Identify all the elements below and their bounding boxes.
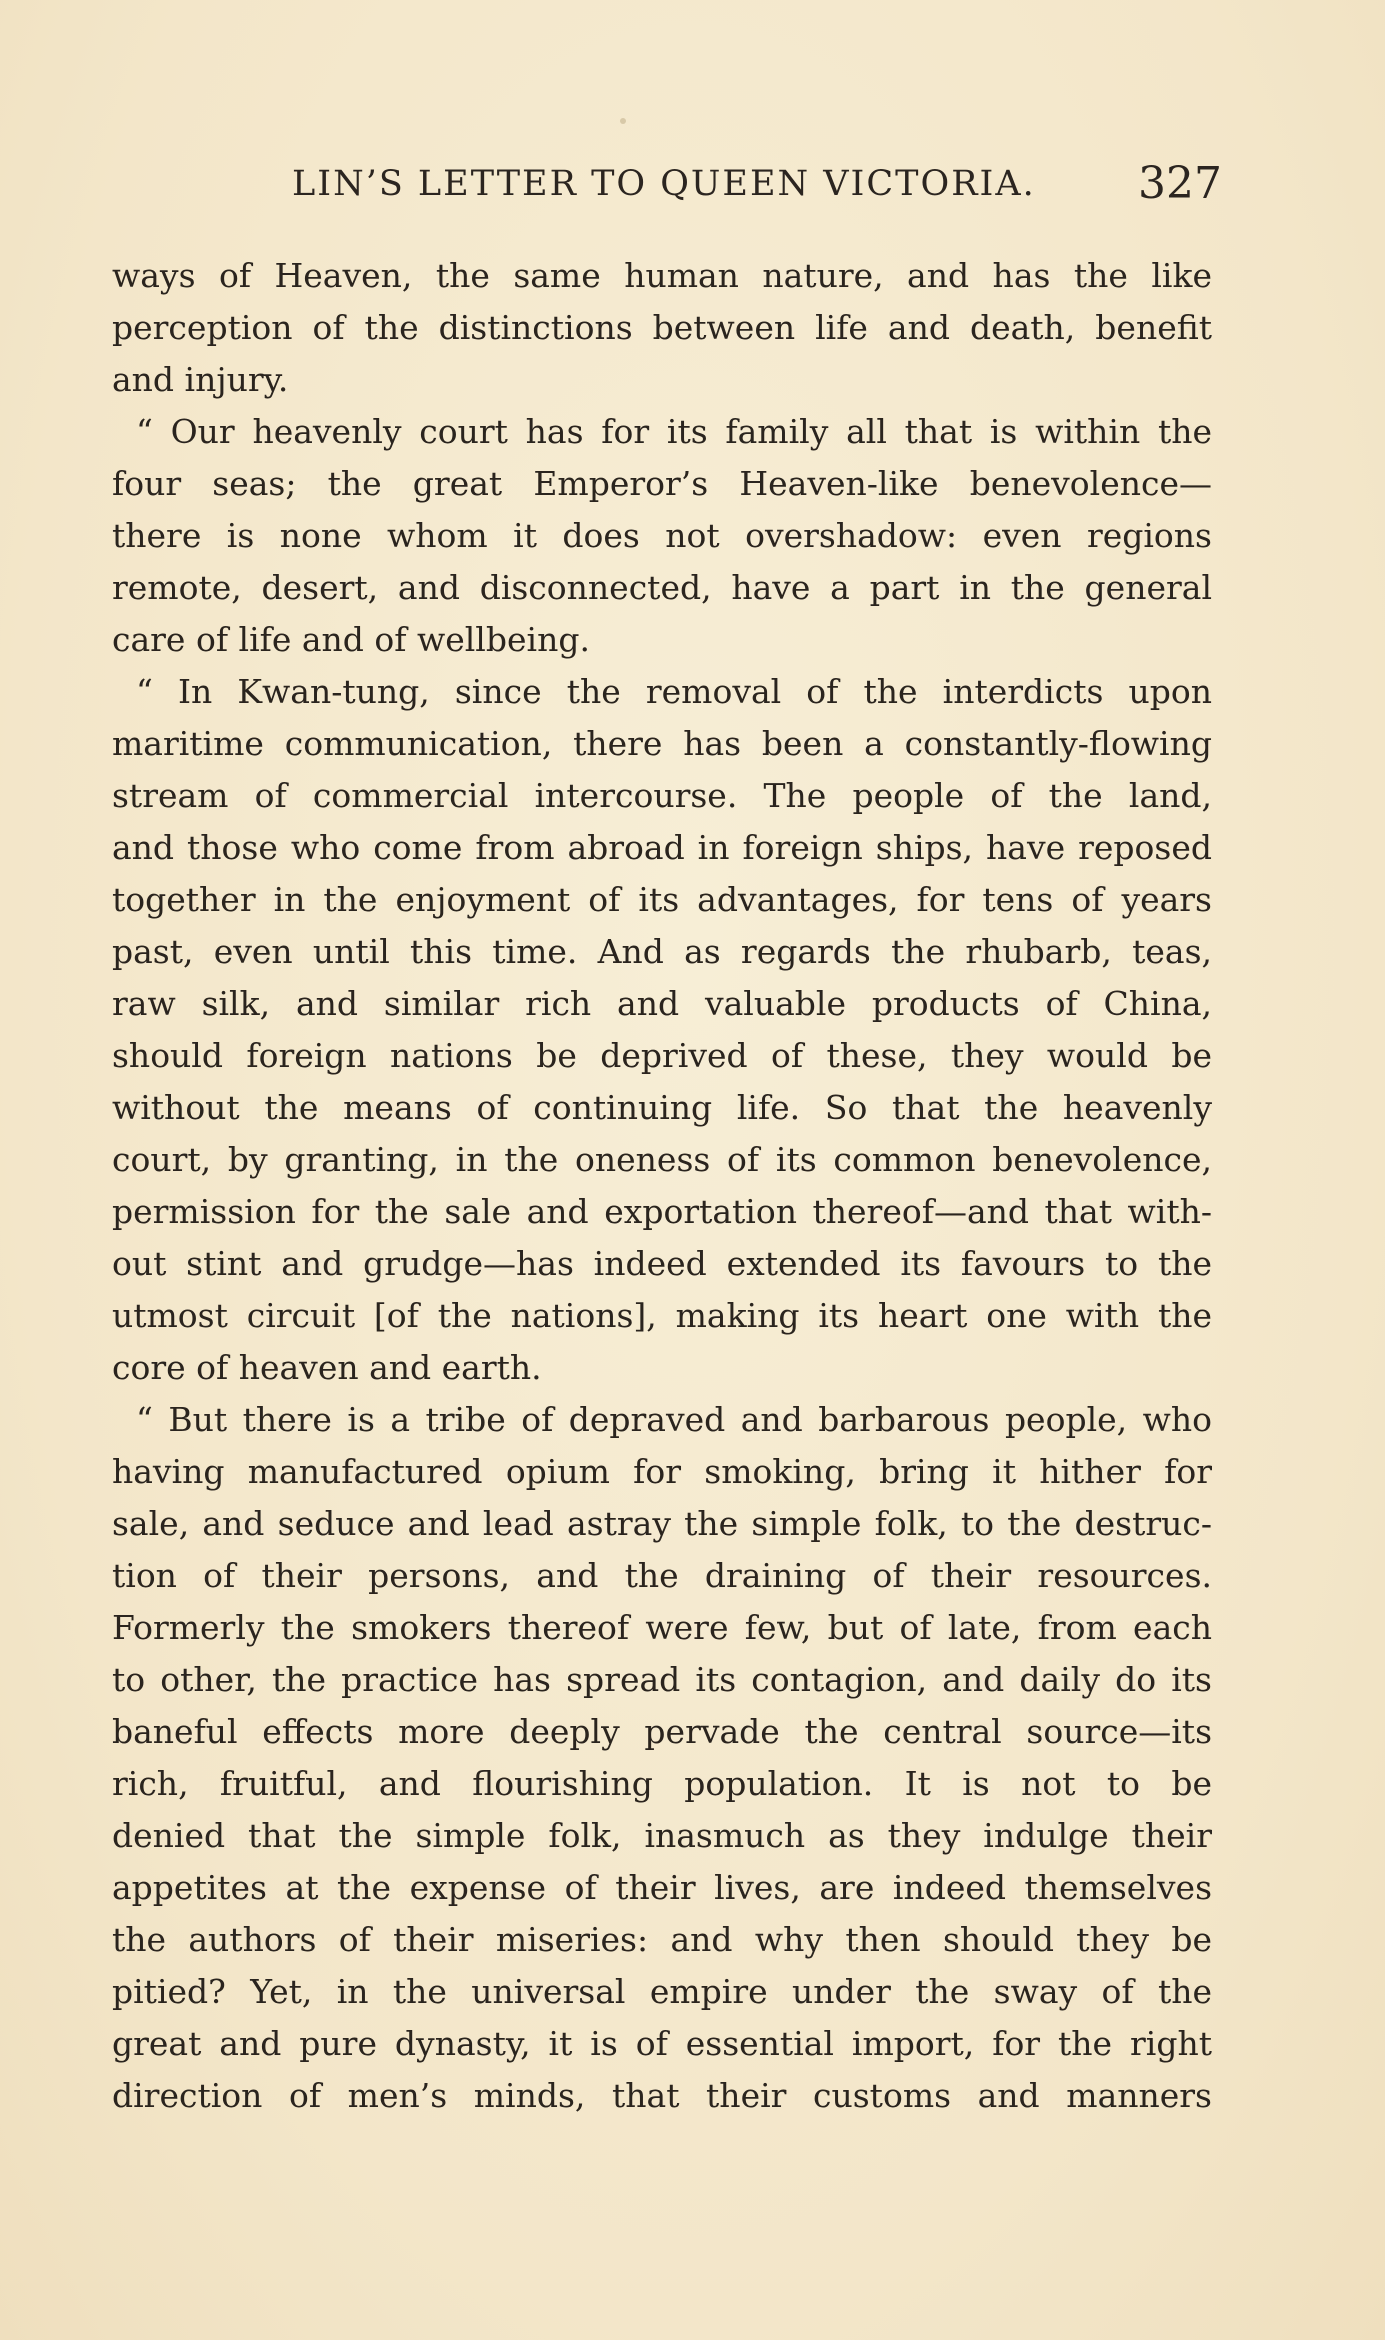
- text-line: rich, fruitful, and flourishing population. It is not to be: [112, 1764, 1212, 1803]
- text-line: to other, the practice has spread its contagion, and daily do its: [112, 1660, 1212, 1699]
- paragraph-start-line: “ Our heavenly court has for its family all that is within the: [136, 412, 1212, 451]
- text-line: pitied? Yet, in the universal empire under the sway of the: [112, 1972, 1212, 2011]
- text-line: permission for the sale and exportation thereof—and that with-: [112, 1192, 1212, 1231]
- text-line: tion of their persons, and the draining of their resources.: [112, 1556, 1212, 1595]
- text-line: four seas; the great Emperor’s Heaven-like benevolence—: [112, 464, 1212, 503]
- text-line: should foreign nations be deprived of these, they would be: [112, 1036, 1212, 1075]
- running-title: LIN’S LETTER TO QUEEN VICTORIA.: [292, 164, 1036, 204]
- text-line: baneful effects more deeply pervade the central source—its: [112, 1712, 1212, 1751]
- text-line: and those who come from abroad in foreign ships, have reposed: [112, 828, 1212, 867]
- paper-speck: [620, 118, 626, 124]
- text-line: and injury.: [112, 360, 289, 399]
- text-line: raw silk, and similar rich and valuable products of China,: [112, 984, 1212, 1023]
- text-line: sale, and seduce and lead astray the simple folk, to the destruc-: [112, 1504, 1212, 1543]
- text-line: court, by granting, in the oneness of its common benevolence,: [112, 1140, 1212, 1179]
- paragraph-start-line: “ In Kwan-tung, since the removal of the interdicts upon: [136, 672, 1212, 711]
- text-line: core of heaven and earth.: [112, 1348, 542, 1387]
- text-line: great and pure dynasty, it is of essential import, for the right: [112, 2024, 1212, 2063]
- paragraph-start-line: “ But there is a tribe of depraved and barbarous people, who: [136, 1400, 1212, 1439]
- text-line: denied that the simple folk, inasmuch as they indulge their: [112, 1816, 1212, 1855]
- page-number: 327: [1138, 158, 1222, 209]
- text-line: having manufactured opium for smoking, bring it hither for: [112, 1452, 1212, 1491]
- text-line: ways of Heaven, the same human nature, and has the like: [112, 256, 1212, 295]
- text-line: direction of men’s minds, that their customs and manners: [112, 2076, 1212, 2115]
- text-line: past, even until this time. And as regards the rhubarb, teas,: [112, 932, 1212, 971]
- text-line: stream of commercial intercourse. The people of the land,: [112, 776, 1212, 815]
- body-text: [112, 250, 1212, 2122]
- page-header: [112, 158, 1222, 218]
- text-line: there is none whom it does not overshadow: even regions: [112, 516, 1212, 555]
- text-line: appetites at the expense of their lives, are indeed themselves: [112, 1868, 1212, 1907]
- text-line: perception of the distinctions between life and death, benefit: [112, 308, 1212, 347]
- text-line: Formerly the smokers thereof were few, but of late, from each: [112, 1608, 1212, 1647]
- text-line: the authors of their miseries: and why then should they be: [112, 1920, 1212, 1959]
- text-line: without the means of continuing life. So that the heavenly: [112, 1088, 1212, 1127]
- text-line: maritime communication, there has been a constantly-flowing: [112, 724, 1212, 763]
- text-line: utmost circuit [of the nations], making its heart one with the: [112, 1296, 1212, 1335]
- text-line: remote, desert, and disconnected, have a part in the general: [112, 568, 1212, 607]
- text-line: together in the enjoyment of its advantages, for tens of years: [112, 880, 1212, 919]
- text-line: care of life and of wellbeing.: [112, 620, 590, 659]
- text-line: out stint and grudge—has indeed extended its favours to the: [112, 1244, 1212, 1283]
